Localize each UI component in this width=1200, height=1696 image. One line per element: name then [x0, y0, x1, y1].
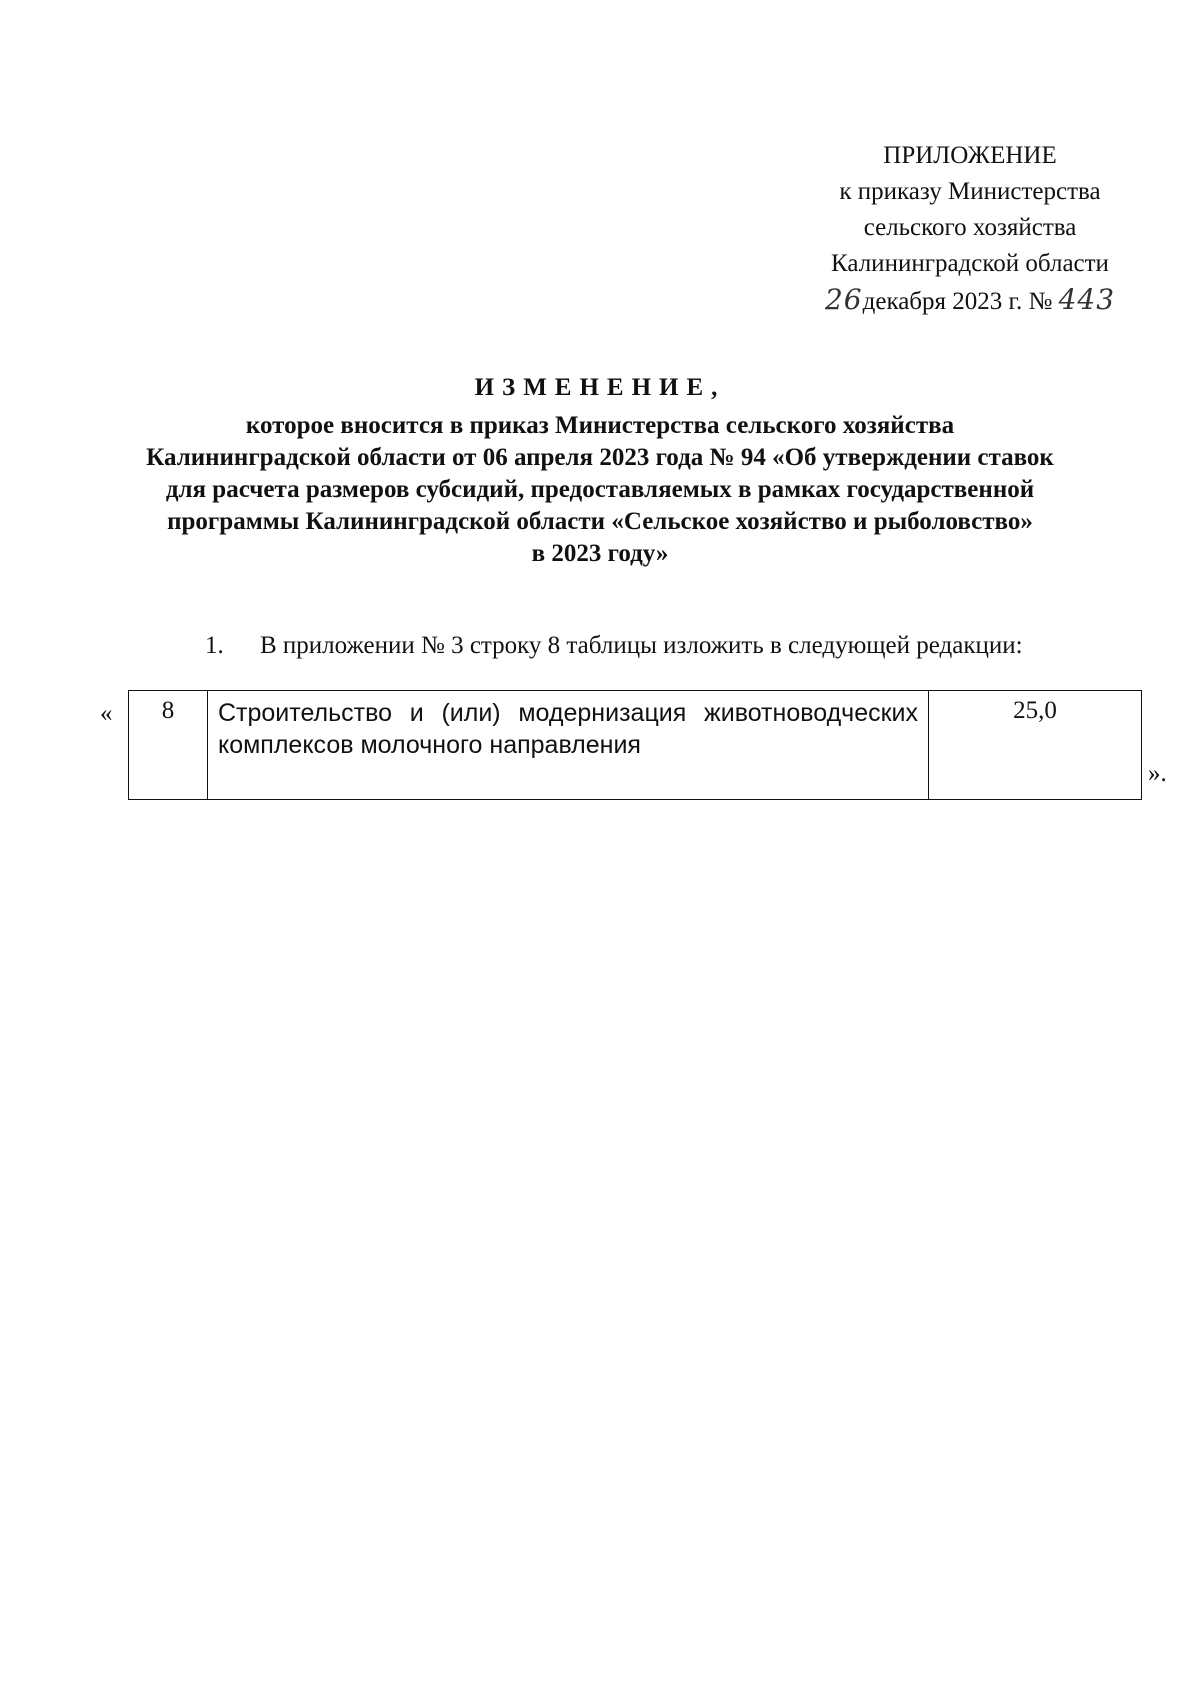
paragraph-number: 1. [205, 632, 224, 659]
appendix-line-2: сельского хозяйства [863, 214, 1077, 241]
table-row [129, 691, 1142, 800]
appendix-header [780, 138, 1160, 320]
appendix-date-line [780, 282, 1160, 320]
title-main: ИЗМЕНЕНИЕ, [474, 374, 726, 401]
appendix-label: ПРИЛОЖЕНИЕ [883, 142, 1057, 169]
open-quote: « [100, 700, 113, 727]
paragraph-text: В приложении № 3 строку 8 таблицы изложить в следующей редакции: [260, 632, 1023, 659]
title-subtitle [60, 410, 1140, 570]
amended-row-table [128, 690, 1142, 800]
date-text: декабря 2023 г. № [862, 288, 1053, 315]
handwritten-day: 26 [824, 283, 863, 316]
row-value-cell: 25,0 [929, 691, 1142, 800]
paragraph-1 [205, 632, 1023, 660]
handwritten-number: 443 [1058, 283, 1116, 316]
row-text-cell: Строительство и (или) модернизация животноводческих комплексов молочного направления [208, 691, 929, 800]
row-number-cell: 8 [129, 691, 208, 800]
close-quote: ». [1148, 760, 1167, 787]
title-line-2: Калининградской области от 06 апреля 2023 года № 94 «Об утверждении ставок [146, 444, 1054, 471]
document-title [60, 370, 1140, 570]
appendix-line-1: к приказу Министерства [839, 178, 1101, 205]
title-line-3: для расчета размеров субсидий, предоставляемых в рамках государственной [165, 476, 1035, 503]
title-line-4: программы Калининградской области «Сельское хозяйство и рыболовство» [167, 508, 1033, 535]
title-line-5: в 2023 году» [531, 540, 669, 567]
appendix-line-3: Калининградской области [831, 250, 1109, 277]
title-line-1: которое вносится в приказ Министерства сельского хозяйства [245, 412, 955, 439]
